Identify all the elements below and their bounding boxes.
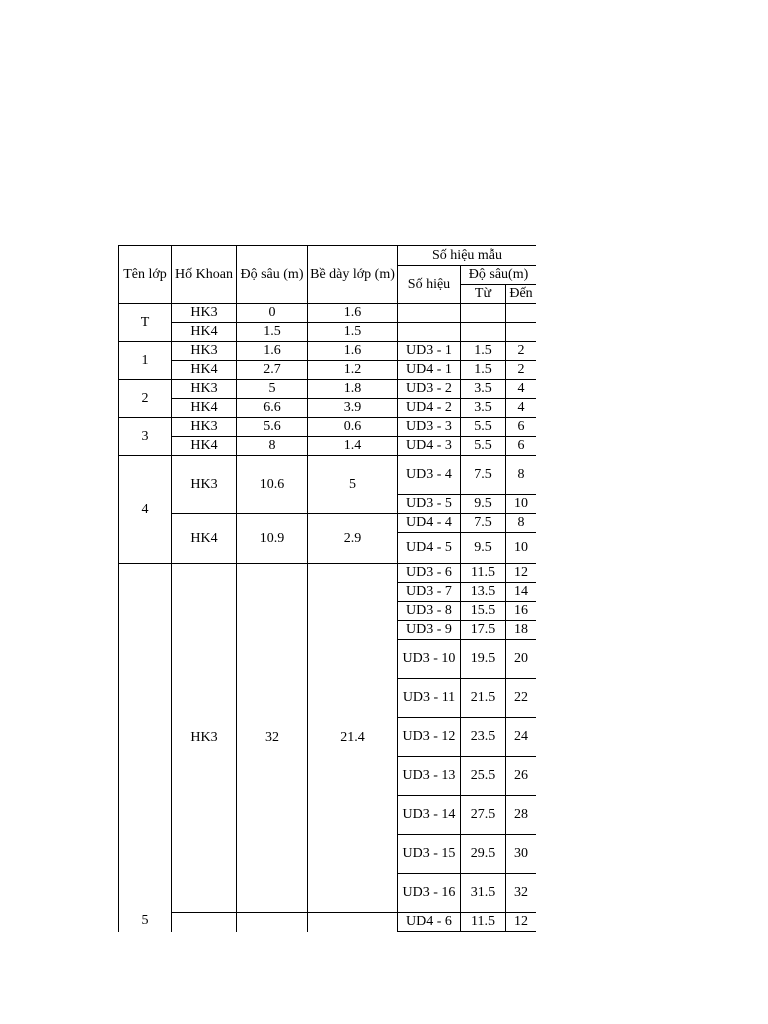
header-tu: Từ [461, 285, 506, 304]
layer-thickness: 0.6 [308, 418, 398, 437]
sample-from: 17.5 [461, 621, 506, 640]
header-ho-khoan: Hố Khoan [172, 246, 237, 304]
sample-id: UD3 - 7 [398, 583, 461, 602]
sample-to: 10 [506, 533, 537, 564]
sample-id: UD4 - 2 [398, 399, 461, 418]
sample-id: UD3 - 1 [398, 342, 461, 361]
hole-id: HK4 [172, 437, 237, 456]
layer-name: 4 [119, 456, 172, 564]
sample-to: 2 [506, 342, 537, 361]
hole-depth: 8 [237, 437, 308, 456]
layer-thickness: 2.9 [308, 514, 398, 564]
header-so-hieu-mau: Số hiệu mẫu [398, 246, 537, 266]
layer-thickness: 21.4 [308, 564, 398, 913]
sample-id: UD3 - 11 [398, 679, 461, 718]
hole-id: HK3 [172, 418, 237, 437]
header-so-hieu: Số hiệu [398, 266, 461, 304]
sample-to: 8 [506, 514, 537, 533]
sample-to: 4 [506, 380, 537, 399]
hole-id: HK3 [172, 564, 237, 913]
layer-thickness: 1.6 [308, 342, 398, 361]
sample-to: 10 [506, 495, 537, 514]
sample-id: UD4 - 5 [398, 533, 461, 564]
hole-id [172, 913, 237, 932]
layer-name: 1 [119, 342, 172, 380]
sample-from: 19.5 [461, 640, 506, 679]
sample-from [461, 304, 506, 323]
hole-id: HK4 [172, 399, 237, 418]
sample-from [461, 323, 506, 342]
hole-depth: 10.9 [237, 514, 308, 564]
sample-to: 20 [506, 640, 537, 679]
layer-thickness: 5 [308, 456, 398, 514]
sample-to: 2 [506, 361, 537, 380]
sample-id: UD3 - 2 [398, 380, 461, 399]
header-ten-lop: Tên lớp [119, 246, 172, 304]
hole-depth: 6.6 [237, 399, 308, 418]
header-do-sau: Độ sâu (m) [237, 246, 308, 304]
sample-to: 12 [506, 913, 537, 932]
sample-id: UD3 - 14 [398, 796, 461, 835]
sample-to: 32 [506, 874, 537, 913]
layer-thickness: 1.5 [308, 323, 398, 342]
layer-thickness: 3.9 [308, 399, 398, 418]
hole-id: HK3 [172, 304, 237, 323]
sample-from: 9.5 [461, 533, 506, 564]
sample-to: 12 [506, 564, 537, 583]
sample-to [506, 304, 537, 323]
sample-from: 15.5 [461, 602, 506, 621]
sample-id: UD4 - 6 [398, 913, 461, 932]
hole-id: HK4 [172, 514, 237, 564]
header-do-sau-m: Độ sâu(m) [461, 266, 537, 285]
layer-name: 2 [119, 380, 172, 418]
sample-id: UD3 - 13 [398, 757, 461, 796]
sample-id: UD3 - 6 [398, 564, 461, 583]
sample-id [398, 323, 461, 342]
sample-to: 26 [506, 757, 537, 796]
layer-thickness [308, 913, 398, 932]
sample-from: 5.5 [461, 437, 506, 456]
sample-from: 25.5 [461, 757, 506, 796]
sample-to: 4 [506, 399, 537, 418]
sample-id: UD3 - 12 [398, 718, 461, 757]
sample-to: 14 [506, 583, 537, 602]
layer-thickness: 1.6 [308, 304, 398, 323]
sample-from: 11.5 [461, 913, 506, 932]
layer-thickness: 1.8 [308, 380, 398, 399]
hole-depth: 1.5 [237, 323, 308, 342]
sample-to: 16 [506, 602, 537, 621]
sample-to: 8 [506, 456, 537, 495]
sample-to: 22 [506, 679, 537, 718]
sample-to [506, 323, 537, 342]
sample-from: 13.5 [461, 583, 506, 602]
sample-from: 27.5 [461, 796, 506, 835]
sample-id: UD3 - 3 [398, 418, 461, 437]
sample-from: 31.5 [461, 874, 506, 913]
hole-id: HK4 [172, 323, 237, 342]
sample-from: 11.5 [461, 564, 506, 583]
sample-from: 5.5 [461, 418, 506, 437]
sample-from: 3.5 [461, 380, 506, 399]
sample-id: UD3 - 16 [398, 874, 461, 913]
layer-thickness: 1.2 [308, 361, 398, 380]
hole-depth: 2.7 [237, 361, 308, 380]
sample-id: UD3 - 10 [398, 640, 461, 679]
sample-id: UD3 - 5 [398, 495, 461, 514]
sample-from: 7.5 [461, 514, 506, 533]
sample-to: 6 [506, 437, 537, 456]
sample-to: 18 [506, 621, 537, 640]
layer-thickness: 1.4 [308, 437, 398, 456]
layer-name: 5 [119, 564, 172, 932]
sample-id: UD3 - 4 [398, 456, 461, 495]
hole-id: HK3 [172, 456, 237, 514]
hole-depth [237, 913, 308, 932]
sample-id: UD3 - 9 [398, 621, 461, 640]
sample-from: 9.5 [461, 495, 506, 514]
sample-from: 29.5 [461, 835, 506, 874]
sample-id: UD3 - 8 [398, 602, 461, 621]
hole-depth: 5.6 [237, 418, 308, 437]
sample-id: UD4 - 1 [398, 361, 461, 380]
layer-name: T [119, 304, 172, 342]
sample-id: UD4 - 3 [398, 437, 461, 456]
sample-to: 28 [506, 796, 537, 835]
header-den: Đến [506, 285, 537, 304]
sample-id [398, 304, 461, 323]
sample-from: 21.5 [461, 679, 506, 718]
hole-depth: 10.6 [237, 456, 308, 514]
sample-from: 23.5 [461, 718, 506, 757]
sample-to: 30 [506, 835, 537, 874]
hole-id: HK3 [172, 342, 237, 361]
hole-id: HK3 [172, 380, 237, 399]
hole-id: HK4 [172, 361, 237, 380]
hole-depth: 5 [237, 380, 308, 399]
soil-layer-table [118, 245, 536, 932]
sample-from: 7.5 [461, 456, 506, 495]
sample-from: 1.5 [461, 342, 506, 361]
sample-from: 1.5 [461, 361, 506, 380]
sample-to: 6 [506, 418, 537, 437]
spreadsheet-page [118, 245, 536, 943]
header-be-day: Bề dày lớp (m) [308, 246, 398, 304]
sample-from: 3.5 [461, 399, 506, 418]
hole-depth: 32 [237, 564, 308, 913]
hole-depth: 1.6 [237, 342, 308, 361]
sample-id: UD3 - 15 [398, 835, 461, 874]
hole-depth: 0 [237, 304, 308, 323]
sample-to: 24 [506, 718, 537, 757]
sample-id: UD4 - 4 [398, 514, 461, 533]
layer-name: 3 [119, 418, 172, 456]
